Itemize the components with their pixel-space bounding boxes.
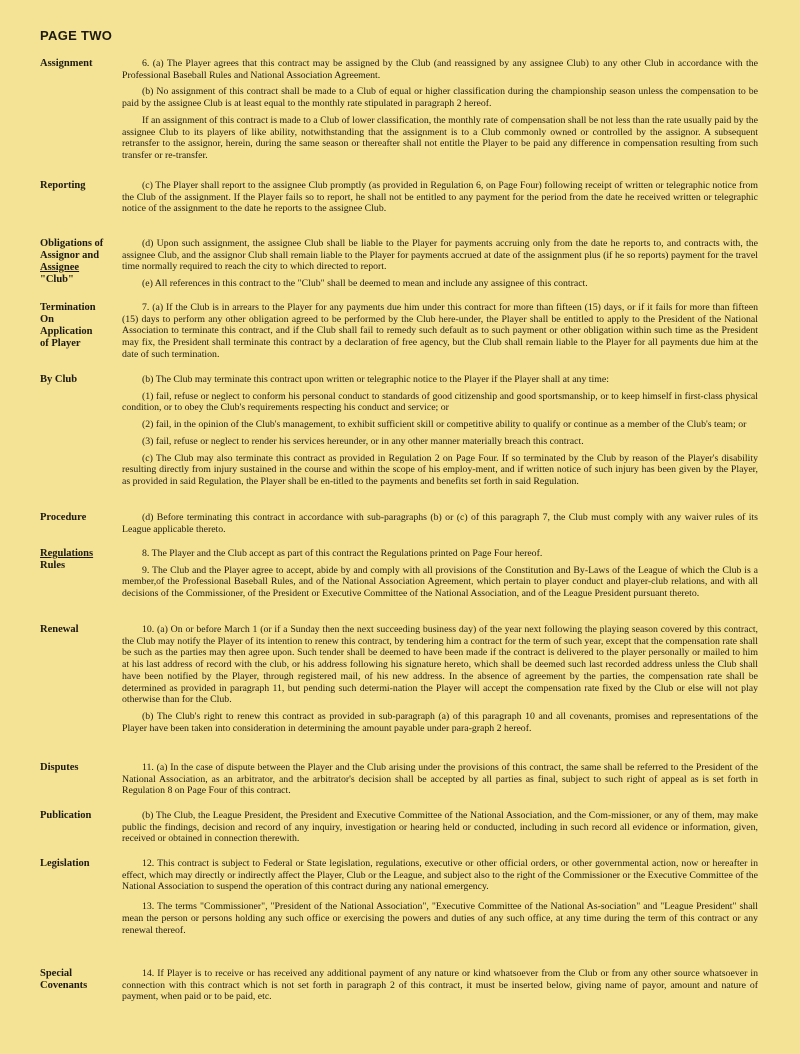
sidenote-procedure: Procedure <box>40 512 87 523</box>
sidenote-regulations-line2: Rules <box>40 560 66 571</box>
paragraph-11b: (b) The Club, the League President, the President and Executive Committee of the National Association, and the Com-missioner, or any of them, may make public the findings, decision and record of any inquiry, investigation or hearing held or conducted, including in such record all evidence or information, given, received or obtained in connection therewith. <box>122 810 758 845</box>
paragraph-11a: 11. (a) In the case of dispute between the Player and the Club arising under the provisions of this contract, the same shall be referred to the President of the National Association, as an arbitrator, and the arbitrator's decision shall be accepted by all parties as final, subject to such right of appeal as is set forth in Regulation 8 on Page Four of this contract. <box>122 762 758 797</box>
sidenote-legislation: Legislation <box>40 858 90 869</box>
paragraph-7b-2: (2) fail, in the opinion of the Club's management, to exhibit sufficient skill or competitive ability to qualify or continue as a member of the Club's team; or <box>142 419 747 431</box>
sidenote-special-covenants <box>40 968 118 992</box>
sidenote-special-line1: Special <box>40 968 73 979</box>
paragraph-10b: (b) The Club's right to renew this contract as provided in sub-paragraph (a) of this paragraph 10 and all covenants, promises and representations of the Player have been taken into consideration in determining the amount payable under para-graph 2 hereof. <box>122 710 758 734</box>
paragraph-6b: (b) No assignment of this contract shall be made to a Club of equal or higher classification during the championship season unless the compensation to be paid by the assignee Club is at least equal to the monthly rate stipulated in paragraph 2 hereof. <box>122 86 758 110</box>
sidenote-disputes: Disputes <box>40 762 79 773</box>
sidenote-termination-line2: On <box>40 314 55 325</box>
sidenote-regulations <box>40 548 118 572</box>
sidenote-publication: Publication <box>40 810 92 821</box>
sidenote-assignment: Assignment <box>40 58 93 69</box>
paragraph-8: 8. The Player and the Club accept as part of this contract the Regulations printed on Page Four hereof. <box>142 548 543 559</box>
sidenote-termination-line4: of Player <box>40 338 81 349</box>
paragraph-6a: 6. (a) The Player agrees that this contract may be assigned by the Club (and reassigned by any assignee Club) to any other Club in accordance with the Professional Baseball Rules and National Association Agreement. <box>122 58 758 81</box>
sidenote-renewal: Renewal <box>40 624 79 635</box>
paragraph-6b-continued: If an assignment of this contract is made to a Club of lower classification, the monthly rate of compensation shall be not less than the rate usually paid by the assignee Club to its players of like ability, notwithstanding that the assignment is to a Club commonly owned or controlled by the assignor. A subsequent retransfer to the assignor, herein, during the same season or thereafter shall not entitle the Player to be paid any difference in compensation resulting from such transfer or re-transfer. <box>122 114 758 161</box>
sidenote-special-line2: Covenants <box>40 980 88 991</box>
paragraph-6e: (e) All references in this contract to the "Club" shall be deemed to mean and include any assignee of this contract. <box>142 278 588 290</box>
paragraph-9: 9. The Club and the Player agree to accept, abide by and comply with all provisions of the Constitution and By-Laws of the League of which the Club is a member,of the Professional Baseball Rules, and of the National Association Agreement, which pertain to player conduct and player-club relations, and with all decisions of the Commissioner, of the President or Executive Committee of the National Association, and of the League President pursuant thereto. <box>122 564 758 600</box>
paragraph-7c: (c) The Club may also terminate this contract as provided in Regulation 2 on Page Four. If so terminated by the Club by reason of the Player's disability resulting directly from injury sustained in the course and within the scope of his employ-ment, and if written notice of such injury has been given by the Player, as provided in said Regulation, the Player shall be en-titled to the payments and benefits set forth in said Regulation. <box>122 452 758 487</box>
sidenote-obligations-line3: Assignee <box>40 262 80 273</box>
paragraph-7d: (d) Before terminating this contract in accordance with sub-paragraphs (b) or (c) of this paragraph 7, the Club must comply with any waiver rules of its League applicable thereto. <box>122 512 758 535</box>
paragraph-7b-1: (1) fail, refuse or neglect to conform his personal conduct to standards of good citizenship and good sportsmanship, or to keep himself in first-class physical condition, or to obey the Club's requirements respecting his conduct and service; or <box>122 390 758 414</box>
sidenote-termination-line1: Termination <box>40 302 96 313</box>
sidenote-obligations <box>40 238 118 286</box>
paragraph-6d: (d) Upon such assignment, the assignee Club shall be liable to the Player for payments accruing only from the date he reports to, and contracts with, the assignee Club, and the assignor Club shall remain liable to the Player for payments accrued at date of the assignment plus (if he so reports) payment for the travel time normally required to reach the city to which directed to report. <box>122 238 758 273</box>
paragraph-6c: (c) The Player shall report to the assignee Club promptly (as provided in Regulation 6, on Page Four) following receipt of written or telegraphic notice from the Club of the assignment. If the Player fails so to report, he shall not be entitled to any payment for the period from the date he received written or telegraphic notice of the assignment to the date he reports to the assignee Club. <box>122 180 758 215</box>
paragraph-13: 13. The terms "Commissioner", "President of the National Association", "Executive Committee of the National As-sociation" and "League President" shall mean the person or persons holding any such office or exercising the powers and duties of any such office, at any time during the term of this contract or any renewal thereof. <box>122 901 758 936</box>
paragraph-12: 12. This contract is subject to Federal or State legislation, regulations, executive or other official orders, or other governmental action, now or hereafter in effect, which may directly or indirectly affect the Player, Club or the League, and subject also to the right of the Commissioner or the Executive Committee of the National Association to suspend the operation of this contract during any national emergency. <box>122 858 758 893</box>
paragraph-7a: 7. (a) If the Club is in arrears to the Player for any payments due him under this contract for more than fifteen (15) days, or if it fails for more than fifteen (15) days to perform any other obligation agreed to be performed by the Club here-under, the Player shall be entitled to apply to the President of the National Association to terminate this contract, and if the Club shall fail to remedy such default as to such payment or other obligation within such time as the President may fix, the President shall terminate this contract by a declaration of free agency, but the Club shall remain liable to the Player for all payments due him at the date of such termination. <box>122 302 758 360</box>
sidenote-by-club: By Club <box>40 374 78 385</box>
paragraph-7b-3: (3) fail, refuse or neglect to render his services hereunder, or in any other manner materially breach this contract. <box>142 435 584 447</box>
page-title: PAGE TWO <box>40 28 113 43</box>
sidenote-termination-line3: Application <box>40 326 93 337</box>
paragraph-10a: 10. (a) On or before March 1 (or if a Sunday then the next succeeding business day) of the year next following the playing season covered by this contract, the Club may notify the Player of its intention to renew this contract, by tendering him a contract for the term of such year, except that the compensation rate shall be such as the parties may then agree upon. Such tender shall be deemed to have been made if the contract is delivered to the player personally or mailed to him at his last address of record with the club, or his address following his signature hereto, which shall be deemed such last recorded address unless the Club shall have been notified by the Player, through registered mail, of his new address. In the absence of agreement by the parties, the compensation rate shall be determined as provided in paragraph 11, but pending such determi-nation the Player will accept the compensation rate fixed by the Club or else will not play otherwise than for the Club. <box>122 624 758 706</box>
sidenote-termination <box>40 302 118 350</box>
paragraph-14: 14. If Player is to receive or has received any additional payment of any nature or kind whatsoever from the Club or from any other source whatsoever in connection with this contract which is not set forth in paragraph 2 of this contract, it must be inserted below, giving name of payor, amount and nature of payment, when paid or to be paid, etc. <box>122 968 758 1003</box>
paragraph-7b: (b) The Club may terminate this contract upon written or telegraphic notice to the Player if the Player shall at any time: <box>142 374 609 385</box>
sidenote-obligations-line4: "Club" <box>40 274 74 285</box>
sidenote-obligations-line1: Obligations of <box>40 238 104 249</box>
sidenote-obligations-line2: Assignor and <box>40 250 100 261</box>
sidenote-reporting: Reporting <box>40 180 86 191</box>
sidenote-regulations-line1: Regulations <box>40 548 94 559</box>
